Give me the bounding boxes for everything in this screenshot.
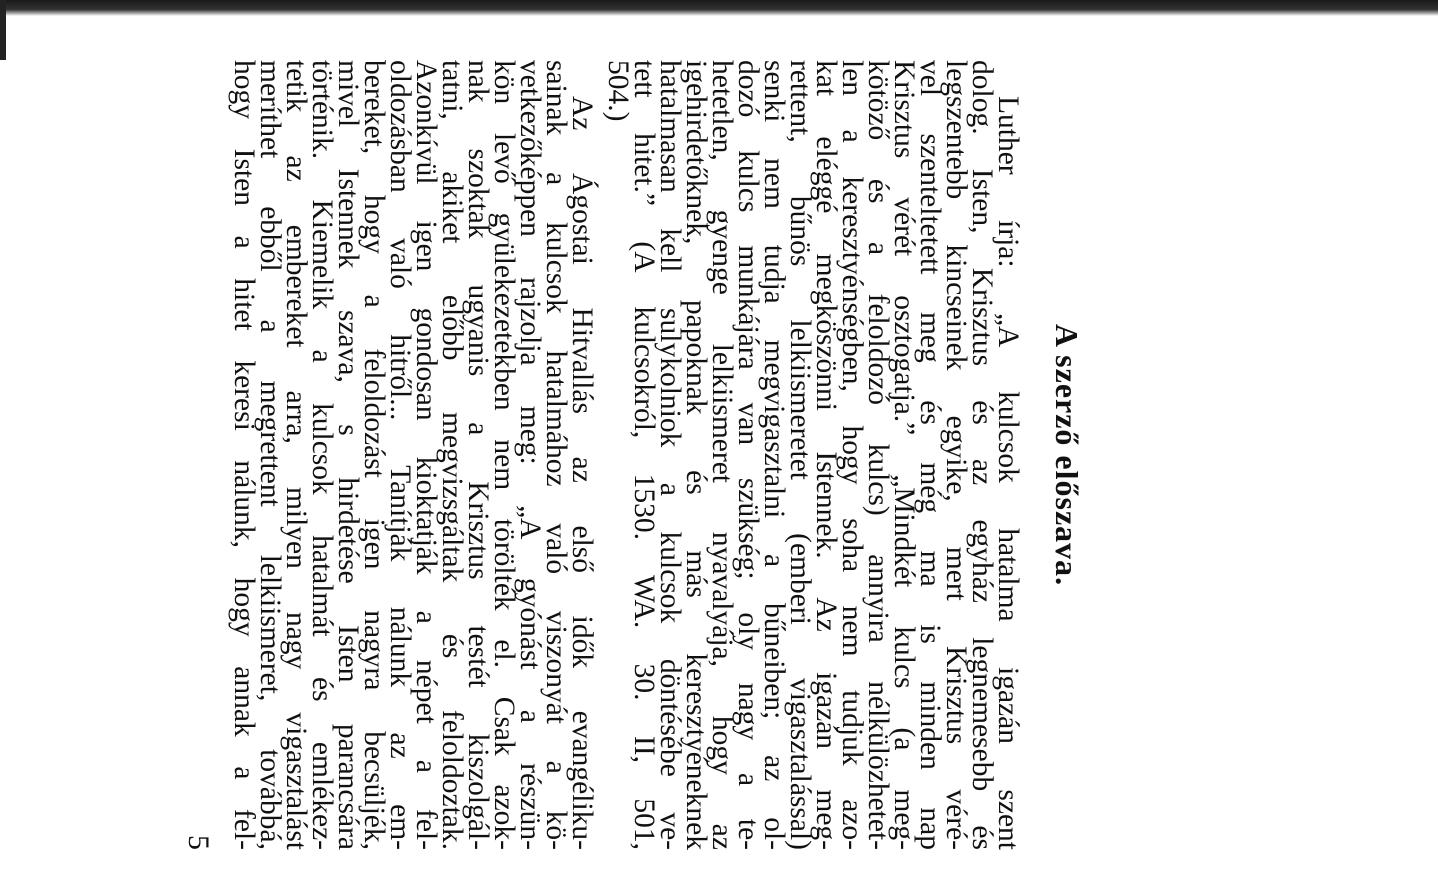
text-line: dozó kulcs munkájára van szükség; oly nagy a te- [732, 60, 764, 850]
text-line: 504.) [602, 60, 634, 122]
text-line: Azonkívül igen gondosan kioktatják a népet a fel- [410, 60, 442, 850]
text-line: Luther írja: „A kulcsok hatalma igazán szent [992, 96, 1024, 850]
text-line: tatni, akiket előbb megvizsgáltak és feloldoztak. [436, 60, 468, 850]
text-line: tetik az embereket arra, milyen nagy vigasztalást [280, 60, 312, 850]
page-title: A szerző előszava. [1049, 323, 1085, 587]
text-line: kön levő gyülekezetekben nem törölték el. Csak azok- [488, 60, 520, 850]
text-line: kat eléggé megköszönni Istennek. Az igazán meg- [810, 60, 842, 850]
text-line: meríthet ebből a megrettent lelkiismeret, továbbá, [254, 60, 286, 850]
body-text [228, 60, 1024, 850]
text-line: mivel Istennek szava, s hirdetése Isten parancsára [332, 60, 364, 850]
scan-shadow-top [0, 0, 1438, 16]
text-line: rettent, bűnös lelkiismeretet (emberi vigasztalással) [784, 60, 816, 850]
book-page [183, 60, 1093, 850]
text-line: kötöző és a feloldozó kulcs) annyira nélkülözhetet- [862, 60, 894, 850]
text-line: legszentebb kincseinek egyike, mert Krisztus véré- [940, 60, 972, 850]
text-line: len a keresztyénségben, hogy soha nem tudjuk azo- [836, 60, 868, 850]
paragraph-augsburg-confession [228, 60, 598, 850]
scan-shadow-left [0, 0, 6, 60]
text-line: sainak a kulcsok hatalmához való viszonyát a kö- [540, 60, 572, 850]
text-line: senki nem tudja megvigasztalni a bűneiben; az ol- [758, 60, 790, 850]
text-line: dolog. Isten, Krisztus és az egyház legnemesebb és [966, 60, 998, 850]
text-line: történik. Kiemelik a kulcsok hatalmát és emlékez- [306, 60, 338, 850]
text-line: bereket, hogy a feloldozást igen nagyra becsüljék, [358, 60, 390, 850]
page-number: 5 [182, 835, 215, 850]
text-line: tett hitet.” (A kulcsokról, 1530. WA. 30. II, 501, [628, 60, 660, 850]
text-line: hatalmasan kell sulykolniok a kulcsok döntésébe ve- [654, 60, 686, 850]
text-line: vel szenteltetett meg és még ma is minden nap [914, 60, 946, 850]
text-line: Krisztus vérét osztogatja.” „Mindkét kulcs (a meg- [888, 60, 920, 850]
text-line: igehirdetőknek, papoknak és más keresztyéneknek [680, 60, 712, 850]
paragraph-luther-quote [602, 60, 1024, 850]
text-line: vetkezőképpen rajzolja meg: „A gyónást a részün- [514, 60, 546, 850]
text-line: nak szoktak ugyanis a Krisztus testét kiszolgál- [462, 60, 494, 850]
text-line: oldozásban való hitről... Tanítják nálunk az em- [384, 60, 416, 850]
text-line: hogy Isten a hitet keresi nálunk, hogy annak a fel- [228, 60, 260, 850]
text-line: hetetlen, gyenge lelkiismeret nyavalyája, hogy az [706, 60, 738, 850]
text-line: Az Ágostai Hitvallás az első idők evangéliku- [566, 96, 598, 850]
